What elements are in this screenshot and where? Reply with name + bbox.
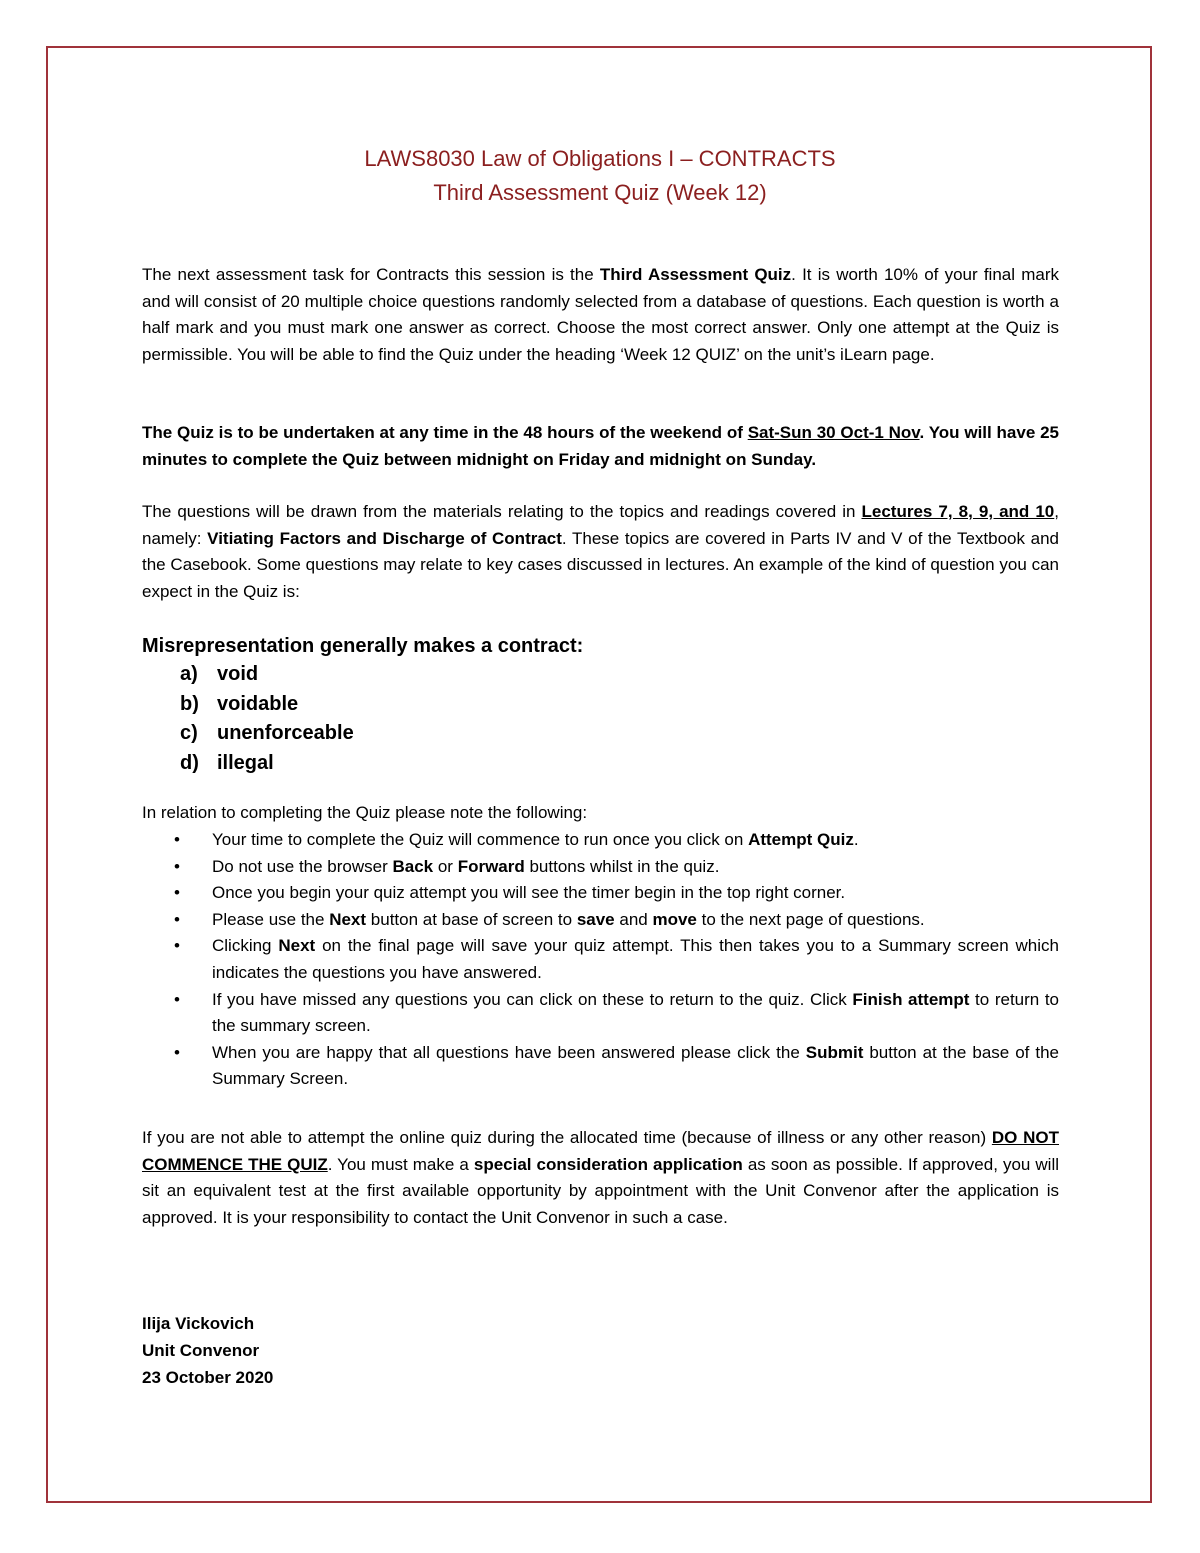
list-item: • When you are happy that all questions have been answered please click the Submit button at the base of the Summary Screen.	[142, 1040, 1059, 1093]
paragraph-quiz-timing: The Quiz is to be undertaken at any time in the 48 hours of the weekend of Sat-Sun 30 Oct-1 Nov. You will have 25 minutes to complete the Quiz between midnight on Friday and midnight on Sunday.	[142, 423, 1059, 469]
example-question: Misrepresentation generally makes a contract:	[142, 635, 584, 657]
do-not-commence-warning: DO NOT COMMENCE THE QUIZ	[142, 1128, 1059, 1174]
special-consideration-term: special consideration application	[473, 1154, 743, 1174]
paragraph-special-consideration: If you are not able to attempt the online quiz during the allocated time (because of illness or any other reason) DO NOT COMMENCE THE QUIZ. You must make a special consideration application as soon as possible. If approved, you will sit an equivalent test at the first available opportunity by appointment with the Unit Convenor after the application is approved. It is your responsibility to contact the Unit Convenor in such a case.	[142, 1128, 1060, 1227]
paragraph-assessment-overview: The next assessment task for Contracts this session is the Third Assessment Quiz. It is worth 10% of your final mark and will consist of 20 multiple choice questions randomly selected from a database of questions. Each question is worth a half mark and you must mark one answer as correct. Choose the most correct answer. Only one attempt at the Quiz is permissible. You will be able to find the Quiz under the heading ‘Week 12 QUIZ’ on the unit’s iLearn page.	[142, 265, 1059, 364]
notes-list	[142, 827, 1059, 1093]
bullet-icon: •	[174, 909, 180, 929]
list-item: • Clicking Next on the final page will save your quiz attempt. This then takes you to a Summary screen which indicates the questions you have answered.	[142, 933, 1059, 986]
option-c: c) unenforceable	[180, 722, 354, 744]
bullet-icon: •	[174, 989, 180, 1009]
signature-date: 23 October 2020	[142, 1368, 274, 1387]
lectures-range: Lectures 7, 8, 9, and 10	[861, 502, 1055, 521]
document-subtitle: Third Assessment Quiz (Week 12)	[433, 180, 767, 205]
list-item: • Please use the Next button at base of screen to save and move to the next page of questions.	[142, 907, 1059, 934]
option-b: b) voidable	[180, 692, 299, 715]
bullet-icon: •	[174, 856, 180, 876]
signatory-name: Ilija Vickovich	[142, 1314, 255, 1333]
bullet-icon: •	[174, 1042, 180, 1062]
paragraph-quiz-topics: The questions will be drawn from the materials relating to the topics and readings covered in Lectures 7, 8, 9, and 10, namely: Vitiating Factors and Discharge of Contract. These topics are covered in Parts IV and V of the Textbook and the Casebook. Some questions may relate to key cases discussed in lectures. An example of the kind of question you can expect in the Quiz is:	[142, 502, 1060, 601]
topics-names: Vitiating Factors and Discharge of Contract	[207, 528, 562, 548]
list-item: • Your time to complete the Quiz will commence to run once you click on Attempt Quiz.	[142, 827, 1059, 854]
notes-intro: In relation to completing the Quiz please note the following:	[142, 803, 588, 822]
bullet-icon: •	[174, 883, 180, 903]
list-item: • Once you begin your quiz attempt you will see the timer begin in the top right corner.	[142, 880, 1059, 907]
example-options	[180, 660, 354, 778]
quiz-dates: Sat-Sun 30 Oct-1 Nov	[747, 423, 920, 442]
bullet-icon: •	[174, 936, 180, 956]
signature-block	[142, 1310, 273, 1391]
list-item: • Do not use the browser Back or Forward buttons whilst in the quiz.	[142, 854, 1059, 881]
option-a: a) void	[180, 663, 259, 685]
bullet-icon: •	[174, 830, 180, 849]
option-d: d) illegal	[180, 751, 274, 774]
signatory-role: Unit Convenor	[142, 1341, 260, 1360]
document-title: LAWS8030 Law of Obligations I – CONTRACTS	[364, 146, 836, 171]
list-item: • If you have missed any questions you can click on these to return to the quiz. Click Finish attempt to return to the summary screen.	[142, 987, 1059, 1040]
quiz-name: Third Assessment Quiz	[599, 265, 792, 284]
